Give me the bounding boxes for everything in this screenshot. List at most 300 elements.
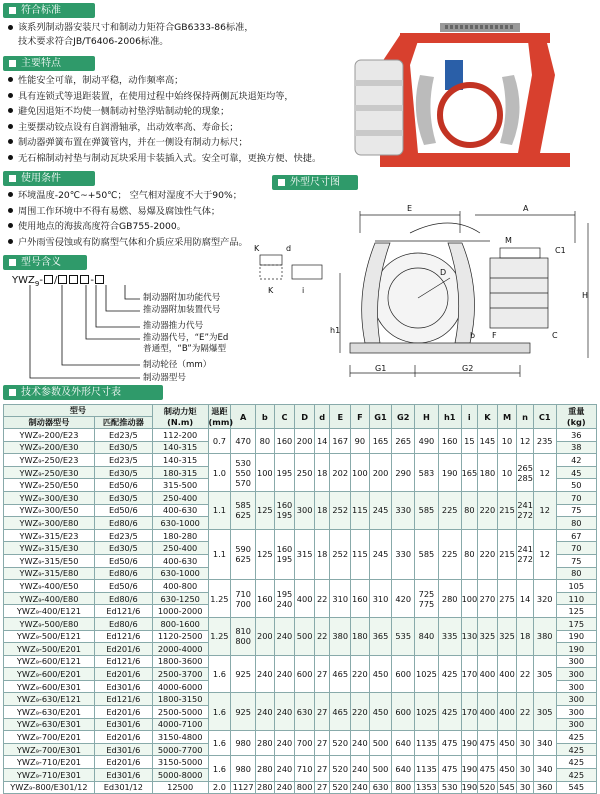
cell-dimension-value: 583 xyxy=(418,467,435,478)
cell-brake-model: YWZ₉-630/E121 xyxy=(4,693,95,706)
header-dim-h: H xyxy=(415,405,439,429)
cell-brake-model: YWZ₉-500/E121 xyxy=(4,630,95,643)
cell-dimension-value: 470 xyxy=(235,436,251,447)
cell-dimension-value: 265 xyxy=(395,436,412,447)
cell-dimension xyxy=(274,731,295,756)
cell-brake-model: YWZ₉-300/E50 xyxy=(4,504,95,517)
cell-dimension xyxy=(478,580,498,618)
cell-brake-model: YWZ₉-200/E30 xyxy=(4,441,95,454)
cell-dimension-value: 340 xyxy=(536,738,553,749)
cell-dimension-value: 400 xyxy=(499,706,515,717)
cell-dimension xyxy=(533,454,556,492)
cell-weight: 300 xyxy=(556,718,596,731)
cell-dimension-value: 700 xyxy=(296,738,313,749)
cell-brake-model: YWZ₉-400/E121 xyxy=(4,605,95,618)
dim-label-g1: G1 xyxy=(375,364,387,373)
cell-pusher-model: Ed30/5 xyxy=(94,491,152,504)
cell-brake-model: YWZ₉-600/E201 xyxy=(4,668,95,681)
cell-dimension-value: 450 xyxy=(499,738,515,749)
cell-brake-model: YWZ₉-400/E50 xyxy=(4,580,95,593)
cell-dimension-value: 27 xyxy=(316,738,328,749)
cell-brake-model: YWZ₉-710/E301 xyxy=(4,769,95,782)
section-head-standard xyxy=(3,3,95,18)
cell-pusher-model: Ed30/5 xyxy=(94,542,152,555)
cell-dimension-value: 570 xyxy=(235,477,251,488)
cell-dimension xyxy=(295,429,315,454)
cell-dimension-value: 450 xyxy=(499,763,515,774)
cell-weight: 45 xyxy=(556,466,596,479)
header-dim-c1: C1 xyxy=(533,405,556,429)
cell-dimension xyxy=(369,580,392,618)
cell-dimension-value: 241 xyxy=(517,544,533,555)
cell-dimension-value: 240 xyxy=(276,763,293,774)
cell-torque: 2500-3700 xyxy=(152,668,208,681)
cell-dimension xyxy=(330,454,351,492)
header-pusher: 匹配推动器 xyxy=(94,417,152,429)
cell-dimension-value: 30 xyxy=(519,782,531,793)
cell-dimension-value: 30 xyxy=(519,738,531,749)
cell-pusher-model: Ed301/12 xyxy=(94,781,152,794)
code-label-function: 制动器附加功能代号 xyxy=(143,293,221,303)
dim-label-b: b xyxy=(470,331,476,340)
cell-dimension xyxy=(478,781,498,794)
dim-label-a: A xyxy=(523,204,529,213)
cell-dimension xyxy=(461,756,478,781)
cell-weight: 425 xyxy=(556,756,596,769)
cell-pusher-model: Ed23/5 xyxy=(94,454,152,467)
table-row xyxy=(4,454,597,467)
square-icon xyxy=(278,179,285,186)
cell-dimension-value: 325 xyxy=(499,631,515,642)
cell-dimension xyxy=(314,731,329,756)
cell-dimension xyxy=(533,781,556,794)
cell-dimension-value: 980 xyxy=(235,738,251,749)
cell-dimension xyxy=(351,454,370,492)
cell-dimension xyxy=(392,454,415,492)
cell-dimension-value: 500 xyxy=(296,631,313,642)
cell-dimension-value: 925 xyxy=(235,669,251,680)
cell-weight: 67 xyxy=(556,529,596,542)
cell-dimension xyxy=(330,756,351,781)
cell-dimension xyxy=(517,491,534,529)
cell-dimension-value: 520 xyxy=(479,782,496,793)
cell-dimension xyxy=(415,781,439,794)
table-row xyxy=(4,580,597,593)
cell-weight: 425 xyxy=(556,743,596,756)
cell-dimension xyxy=(392,429,415,454)
cell-dimension-value: 475 xyxy=(479,763,496,774)
cell-torque: 4000-7100 xyxy=(152,718,208,731)
cell-pusher-model: Ed50/6 xyxy=(94,554,152,567)
cell-dimension-value: 22 xyxy=(316,593,328,604)
section-head-params xyxy=(3,385,163,400)
cell-dimension xyxy=(231,731,256,756)
cell-dimension-value: 360 xyxy=(536,782,553,793)
list-item: 周围工作环境中不得有易燃、易爆及腐蚀性气体； xyxy=(6,204,248,220)
cell-dimension xyxy=(461,655,478,693)
cell-dimension-value: 725 xyxy=(418,588,435,599)
cell-torque: 315-500 xyxy=(152,479,208,492)
cell-dimension-value: 100 xyxy=(257,467,273,478)
cell-dimension xyxy=(461,693,478,731)
cell-dimension xyxy=(231,491,256,529)
cell-torque: 800-1600 xyxy=(152,617,208,630)
cell-dimension-value: 145 xyxy=(479,436,496,447)
cell-dimension-value: 180 xyxy=(479,467,496,478)
cell-dimension xyxy=(438,617,461,655)
cell-dimension xyxy=(208,529,231,579)
cell-dimension-value: 160 xyxy=(276,544,293,555)
cell-dimension-value: 585 xyxy=(418,505,435,516)
cell-dimension-value: 160 xyxy=(257,593,273,604)
cell-dimension-value: 190 xyxy=(461,763,478,774)
cell-dimension xyxy=(231,580,256,618)
cell-dimension-value: 27 xyxy=(316,782,328,793)
cell-weight: 300 xyxy=(556,680,596,693)
cell-dimension-value: 252 xyxy=(332,505,349,516)
cell-dimension xyxy=(256,655,275,693)
cell-pusher-model: Ed201/6 xyxy=(94,731,152,744)
header-dim-g1: G1 xyxy=(369,405,392,429)
cell-dimension xyxy=(438,491,461,529)
cell-torque: 1800-3150 xyxy=(152,693,208,706)
cell-dimension-value: 710 xyxy=(296,763,313,774)
cell-dimension-value: 325 xyxy=(479,631,496,642)
header-dim-f: F xyxy=(351,405,370,429)
cell-weight: 545 xyxy=(556,781,596,794)
section-head-label: 技术参数及外形尺寸表 xyxy=(21,387,121,398)
cell-dimension xyxy=(256,491,275,529)
cell-dimension-value: 220 xyxy=(352,706,368,717)
cell-dimension-value: 0.7 xyxy=(212,436,226,447)
cell-dimension xyxy=(369,491,392,529)
dim-label-k: K xyxy=(268,286,274,295)
cell-dimension xyxy=(415,731,439,756)
list-item: 制动器弹簧布置在弹簧管内，并在一侧设有制动力标尺； xyxy=(6,135,321,151)
cell-dimension xyxy=(415,693,439,731)
table-row xyxy=(4,429,597,442)
cell-dimension-value: 320 xyxy=(536,593,553,604)
cell-dimension-value: 241 xyxy=(517,500,533,511)
cell-pusher-model: Ed23/5 xyxy=(94,529,152,542)
cell-dimension xyxy=(461,731,478,756)
cell-dimension xyxy=(274,781,295,794)
cell-dimension-value: 925 xyxy=(235,706,251,717)
cell-dimension xyxy=(256,580,275,618)
cell-pusher-model: Ed50/6 xyxy=(94,504,152,517)
list-item: 具有连锁式等退距装置，在使用过程中始终保持两侧瓦块退矩均等， xyxy=(6,89,321,105)
cell-dimension-value: 600 xyxy=(395,706,412,717)
header-dim-m: M xyxy=(497,405,517,429)
cell-dimension xyxy=(478,429,498,454)
cell-torque: 140-315 xyxy=(152,441,208,454)
table-row xyxy=(4,781,597,794)
cell-dimension-value: 90 xyxy=(354,436,366,447)
cell-dimension-value: 625 xyxy=(235,510,251,521)
cell-dimension-value: 775 xyxy=(418,598,435,609)
cell-pusher-model: Ed201/6 xyxy=(94,643,152,656)
cell-dimension xyxy=(497,580,517,618)
cell-weight: 80 xyxy=(556,517,596,530)
cell-pusher-model: Ed121/6 xyxy=(94,605,152,618)
cell-dimension xyxy=(392,756,415,781)
cell-dimension-value: 225 xyxy=(441,549,458,560)
section-head-label: 符合标准 xyxy=(21,5,61,16)
cell-dimension-value: 30 xyxy=(519,763,531,774)
cell-dimension xyxy=(274,655,295,693)
header-dim-b: b xyxy=(256,405,275,429)
cell-dimension-value: 2.0 xyxy=(212,782,226,793)
list-item: 户外雨雪侵蚀或有防腐型气体和介质应采用防腐型产品。 xyxy=(6,235,248,251)
cell-brake-model: YWZ₉-630/E201 xyxy=(4,706,95,719)
cell-dimension xyxy=(497,454,517,492)
cell-weight: 190 xyxy=(556,643,596,656)
cell-dimension xyxy=(208,655,231,693)
cell-dimension xyxy=(392,491,415,529)
cell-dimension-value: 195 xyxy=(276,510,293,521)
standard-list xyxy=(6,21,254,49)
cell-dimension-value: 840 xyxy=(418,631,435,642)
cell-dimension xyxy=(314,529,329,579)
cell-dimension xyxy=(392,617,415,655)
cell-dimension xyxy=(497,756,517,781)
cell-torque: 2500-5000 xyxy=(152,706,208,719)
cell-dimension-value: 270 xyxy=(479,593,496,604)
cell-dimension-value: 195 xyxy=(276,554,293,565)
cell-dimension-value: 170 xyxy=(461,669,478,680)
cell-dimension-value: 535 xyxy=(395,631,412,642)
header-dim-a: A xyxy=(231,405,256,429)
cell-dimension-value: 520 xyxy=(332,738,349,749)
cell-dimension xyxy=(351,781,370,794)
cell-dimension-value: 200 xyxy=(372,467,389,478)
cell-dimension-value: 100 xyxy=(461,593,478,604)
cell-dimension xyxy=(415,491,439,529)
cell-dimension xyxy=(295,491,315,529)
cell-dimension xyxy=(256,454,275,492)
cell-dimension xyxy=(351,491,370,529)
cell-dimension-value: 800 xyxy=(296,782,313,793)
dim-label-e: E xyxy=(407,204,413,213)
cell-dimension-value: 400 xyxy=(296,593,313,604)
cell-dimension-value: 18 xyxy=(316,505,328,516)
cell-dimension-value: 14 xyxy=(519,593,531,604)
cell-dimension-value: 22 xyxy=(316,631,328,642)
cell-pusher-model: Ed201/6 xyxy=(94,706,152,719)
cell-dimension xyxy=(478,756,498,781)
cell-dimension-value: 465 xyxy=(332,669,349,680)
cell-pusher-model: Ed80/6 xyxy=(94,592,152,605)
cell-dimension xyxy=(517,756,534,781)
cell-dimension-value: 10 xyxy=(501,436,513,447)
cell-pusher-model: Ed30/5 xyxy=(94,466,152,479)
cell-dimension xyxy=(369,429,392,454)
cell-dimension-value: 1.0 xyxy=(212,467,226,478)
cell-dimension-value: 285 xyxy=(517,472,533,483)
cell-dimension-value: 225 xyxy=(441,505,458,516)
cell-dimension-value: 500 xyxy=(372,738,389,749)
cell-dimension xyxy=(330,429,351,454)
cell-dimension xyxy=(314,756,329,781)
cell-dimension xyxy=(295,617,315,655)
cell-dimension-value: 465 xyxy=(332,706,349,717)
cell-brake-model: YWZ₉-315/E30 xyxy=(4,542,95,555)
cell-pusher-model: Ed121/6 xyxy=(94,630,152,643)
cell-dimension-value: 220 xyxy=(352,669,368,680)
cell-dimension-value: 202 xyxy=(332,467,349,478)
cell-dimension xyxy=(231,693,256,731)
cell-dimension xyxy=(461,781,478,794)
cell-dimension-value: 530 xyxy=(441,782,458,793)
cell-dimension-value: 240 xyxy=(276,782,293,793)
cell-dimension xyxy=(351,617,370,655)
cell-dimension-value: 590 xyxy=(235,544,251,555)
conditions-list xyxy=(6,188,248,250)
cell-dimension xyxy=(256,529,275,579)
cell-dimension xyxy=(517,655,534,693)
cell-dimension xyxy=(461,491,478,529)
cell-dimension-value: 240 xyxy=(257,706,273,717)
cell-dimension xyxy=(314,491,329,529)
cell-dimension-value: 300 xyxy=(296,505,313,516)
cell-weight: 125 xyxy=(556,605,596,618)
cell-dimension xyxy=(274,617,295,655)
cell-dimension xyxy=(415,756,439,781)
cell-dimension-value: 520 xyxy=(332,763,349,774)
cell-dimension-value: 195 xyxy=(276,588,293,599)
cell-dimension-value: 1025 xyxy=(416,669,437,680)
spec-table xyxy=(3,404,597,794)
cell-dimension-value: 80 xyxy=(259,436,271,447)
cell-dimension-value: 710 xyxy=(235,588,251,599)
dim-label-c: C xyxy=(552,331,558,340)
cell-dimension-value: 600 xyxy=(395,669,412,680)
cell-dimension-value: 18 xyxy=(316,467,328,478)
cell-dimension xyxy=(517,781,534,794)
cell-dimension-value: 585 xyxy=(418,549,435,560)
section-head-model-code xyxy=(3,255,87,270)
cell-dimension xyxy=(295,731,315,756)
cell-dimension-value: 10 xyxy=(501,467,513,478)
cell-dimension-value: 12 xyxy=(539,549,550,560)
cell-dimension-value: 1.6 xyxy=(212,669,226,680)
cell-dimension xyxy=(415,617,439,655)
cell-dimension xyxy=(497,429,517,454)
cell-dimension-value: 1025 xyxy=(416,706,437,717)
cell-dimension-value: 1135 xyxy=(416,738,437,749)
cell-brake-model: YWZ₉-700/E301 xyxy=(4,743,95,756)
cell-brake-model: YWZ₉-630/E301 xyxy=(4,718,95,731)
cell-dimension-value: 195 xyxy=(276,467,293,478)
header-weight-label: 重量 xyxy=(568,406,585,416)
cell-dimension xyxy=(330,693,351,731)
cell-dimension-value: 245 xyxy=(372,505,389,516)
cell-dimension-value: 810 xyxy=(235,626,251,637)
cell-dimension-value: 115 xyxy=(352,549,368,560)
cell-dimension xyxy=(274,429,295,454)
header-dim-g2: G2 xyxy=(392,405,415,429)
cell-weight: 110 xyxy=(556,592,596,605)
cell-brake-model: YWZ₉-500/E201 xyxy=(4,643,95,656)
cell-dimension xyxy=(392,731,415,756)
cell-dimension-value: 630 xyxy=(372,782,389,793)
cell-torque: 630-1000 xyxy=(152,517,208,530)
list-item: 该系列制动器安装尺寸和制动力矩符合GB6333-86标准， xyxy=(6,21,254,35)
cell-dimension-value: 240 xyxy=(352,763,368,774)
cell-dimension xyxy=(314,580,329,618)
cell-brake-model: YWZ₉-315/E50 xyxy=(4,554,95,567)
cell-dimension xyxy=(369,617,392,655)
cell-dimension xyxy=(533,655,556,693)
cell-dimension-value: 305 xyxy=(536,706,553,717)
cell-pusher-model: Ed301/6 xyxy=(94,718,152,731)
cell-weight: 70 xyxy=(556,542,596,555)
cell-brake-model: YWZ₉-315/E23 xyxy=(4,529,95,542)
cell-dimension xyxy=(256,781,275,794)
cell-pusher-model: Ed23/5 xyxy=(94,429,152,442)
model-sub: 9 xyxy=(34,280,40,288)
cell-brake-model: YWZ₉-315/E80 xyxy=(4,567,95,580)
cell-dimension xyxy=(517,693,534,731)
cell-dimension xyxy=(208,731,231,756)
cell-brake-model: YWZ₉-250/E23 xyxy=(4,454,95,467)
code-label-attachment: 推动器附加装置代号 xyxy=(143,305,221,315)
cell-brake-model: YWZ₉-800/E301/12 xyxy=(4,781,95,794)
square-icon xyxy=(9,60,16,67)
cell-dimension-value: 165 xyxy=(372,436,389,447)
cell-dimension xyxy=(231,655,256,693)
cell-torque: 5000-8000 xyxy=(152,769,208,782)
section-head-conditions xyxy=(3,171,95,186)
dimension-drawing xyxy=(250,193,595,393)
header-dim-c: C xyxy=(274,405,295,429)
cell-dimension-value: 160 xyxy=(276,500,293,511)
cell-dimension-value: 380 xyxy=(536,631,553,642)
cell-dimension xyxy=(392,693,415,731)
cell-pusher-model: Ed121/6 xyxy=(94,693,152,706)
cell-dimension-value: 160 xyxy=(441,436,458,447)
cell-dimension xyxy=(392,580,415,618)
header-model: 型号 xyxy=(4,405,153,417)
cell-torque: 180-315 xyxy=(152,466,208,479)
cell-dimension xyxy=(295,454,315,492)
section-head-features xyxy=(3,56,95,71)
cell-dimension-value: 1.1 xyxy=(212,549,226,560)
cell-dimension xyxy=(533,756,556,781)
code-label-brake-model: 制动器型号 xyxy=(143,373,186,383)
cell-dimension-value: 12 xyxy=(539,505,550,516)
cell-pusher-model: Ed201/6 xyxy=(94,756,152,769)
cell-dimension xyxy=(208,781,231,794)
cell-dimension xyxy=(497,491,517,529)
cell-brake-model: YWZ₉-600/E301 xyxy=(4,680,95,693)
cell-dimension xyxy=(369,731,392,756)
cell-pusher-model: Ed301/6 xyxy=(94,743,152,756)
cell-dimension xyxy=(533,617,556,655)
section-head-label: 使用条件 xyxy=(21,173,61,184)
cell-dimension xyxy=(274,756,295,781)
cell-dimension xyxy=(533,491,556,529)
dim-label-h: H xyxy=(582,291,589,300)
cell-dimension xyxy=(274,529,295,579)
features-list xyxy=(6,73,321,166)
dim-label-m: M xyxy=(505,236,512,245)
dim-label-c1: C1 xyxy=(555,246,566,255)
code-label-pusher: 推动器代号，“E”为Ed xyxy=(143,333,229,343)
cell-dimension-value: 160 xyxy=(352,593,368,604)
cell-dimension xyxy=(295,529,315,579)
cell-dimension-value: 125 xyxy=(257,505,273,516)
